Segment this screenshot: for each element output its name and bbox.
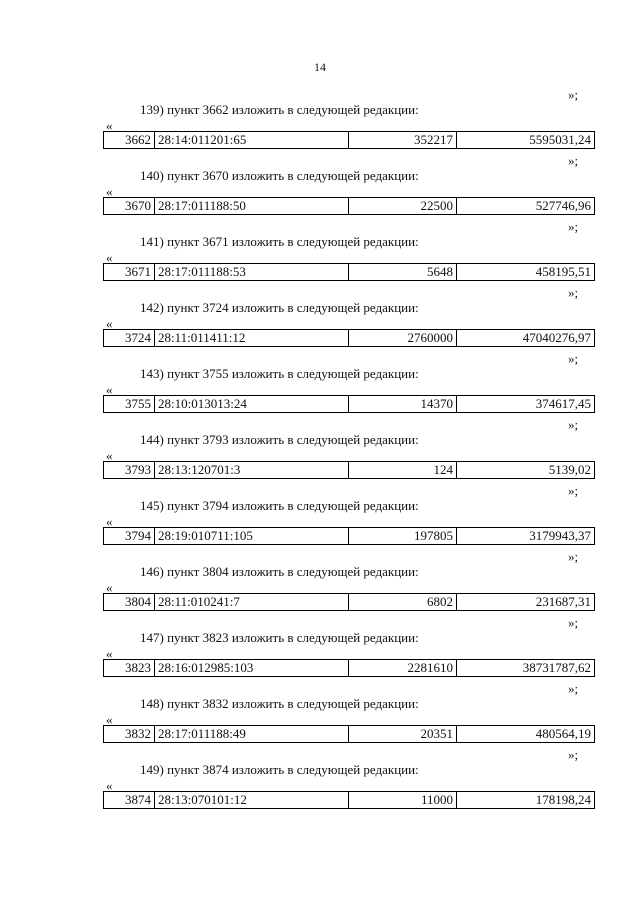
item-number-cell: 3793 <box>104 462 155 479</box>
table-row <box>104 792 595 809</box>
item-number-cell: 3671 <box>104 264 155 281</box>
value-cell: 3179943,37 <box>457 528 595 545</box>
amendment-entry <box>0 417 640 483</box>
closing-quote: »; <box>568 681 579 696</box>
record-table <box>103 395 595 413</box>
cadastral-number-cell: 28:14:011201:65 <box>155 132 349 149</box>
amendment-entry <box>0 483 640 549</box>
value-cell: 38731787,62 <box>457 660 595 677</box>
amendment-heading: 149) пункт 3874 изложить в следующей редакции: <box>140 762 419 777</box>
item-number-cell: 3662 <box>104 132 155 149</box>
item-number-cell: 3804 <box>104 594 155 611</box>
area-cell: 14370 <box>349 396 457 413</box>
cadastral-number-cell: 28:11:011411:12 <box>155 330 349 347</box>
value-cell: 458195,51 <box>457 264 595 281</box>
table-row <box>104 594 595 611</box>
amendment-entry <box>0 549 640 615</box>
area-cell: 352217 <box>349 132 457 149</box>
amendment-entry <box>0 747 640 813</box>
value-cell: 480564,19 <box>457 726 595 743</box>
amendment-entry <box>0 153 640 219</box>
record-table <box>103 197 595 215</box>
amendment-heading: 139) пункт 3662 изложить в следующей редакции: <box>140 102 419 117</box>
table-row <box>104 726 595 743</box>
cadastral-number-cell: 28:10:013013:24 <box>155 396 349 413</box>
cadastral-number-cell: 28:13:070101:12 <box>155 792 349 809</box>
area-cell: 2281610 <box>349 660 457 677</box>
closing-quote: »; <box>568 87 579 102</box>
page-number: 14 <box>314 60 326 74</box>
item-number-cell: 3724 <box>104 330 155 347</box>
record-table <box>103 659 595 677</box>
closing-quote: »; <box>568 153 579 168</box>
opening-quote: « <box>106 580 113 595</box>
value-cell: 5139,02 <box>457 462 595 479</box>
record-table <box>103 329 595 347</box>
opening-quote: « <box>106 448 113 463</box>
table-row <box>104 462 595 479</box>
record-table <box>103 461 595 479</box>
value-cell: 47040276,97 <box>457 330 595 347</box>
item-number-cell: 3670 <box>104 198 155 215</box>
value-cell: 5595031,24 <box>457 132 595 149</box>
opening-quote: « <box>106 316 113 331</box>
area-cell: 197805 <box>349 528 457 545</box>
amendment-heading: 143) пункт 3755 изложить в следующей редакции: <box>140 366 419 381</box>
item-number-cell: 3794 <box>104 528 155 545</box>
value-cell: 527746,96 <box>457 198 595 215</box>
amendment-heading: 141) пункт 3671 изложить в следующей редакции: <box>140 234 419 249</box>
area-cell: 2760000 <box>349 330 457 347</box>
area-cell: 6802 <box>349 594 457 611</box>
closing-quote: »; <box>568 549 579 564</box>
opening-quote: « <box>106 712 113 727</box>
closing-quote: »; <box>568 615 579 630</box>
opening-quote: « <box>106 514 113 529</box>
amendment-entry <box>0 285 640 351</box>
record-table <box>103 725 595 743</box>
closing-quote: »; <box>568 747 579 762</box>
amendment-heading: 146) пункт 3804 изложить в следующей редакции: <box>140 564 419 579</box>
closing-quote: »; <box>568 219 579 234</box>
closing-quote: »; <box>568 285 579 300</box>
amendment-heading: 147) пункт 3823 изложить в следующей редакции: <box>140 630 419 645</box>
cadastral-number-cell: 28:13:120701:3 <box>155 462 349 479</box>
cadastral-number-cell: 28:16:012985:103 <box>155 660 349 677</box>
cadastral-number-cell: 28:17:011188:50 <box>155 198 349 215</box>
table-row <box>104 660 595 677</box>
item-number-cell: 3823 <box>104 660 155 677</box>
closing-quote: »; <box>568 351 579 366</box>
amendment-entry <box>0 615 640 681</box>
amendment-entry <box>0 681 640 747</box>
table-row <box>104 264 595 281</box>
amendment-entry <box>0 351 640 417</box>
closing-quote: »; <box>568 483 579 498</box>
opening-quote: « <box>106 184 113 199</box>
amendment-heading: 148) пункт 3832 изложить в следующей редакции: <box>140 696 419 711</box>
cadastral-number-cell: 28:17:011188:49 <box>155 726 349 743</box>
item-number-cell: 3755 <box>104 396 155 413</box>
record-table <box>103 263 595 281</box>
value-cell: 231687,31 <box>457 594 595 611</box>
amendment-entry <box>0 219 640 285</box>
amendment-heading: 142) пункт 3724 изложить в следующей редакции: <box>140 300 419 315</box>
area-cell: 5648 <box>349 264 457 281</box>
amendment-entry <box>0 87 640 153</box>
value-cell: 374617,45 <box>457 396 595 413</box>
amendment-heading: 145) пункт 3794 изложить в следующей редакции: <box>140 498 419 513</box>
cadastral-number-cell: 28:11:010241:7 <box>155 594 349 611</box>
record-table <box>103 791 595 809</box>
amendment-heading: 140) пункт 3670 изложить в следующей редакции: <box>140 168 419 183</box>
area-cell: 20351 <box>349 726 457 743</box>
record-table <box>103 527 595 545</box>
opening-quote: « <box>106 382 113 397</box>
table-row <box>104 330 595 347</box>
table-row <box>104 198 595 215</box>
closing-quote: »; <box>568 417 579 432</box>
area-cell: 11000 <box>349 792 457 809</box>
cadastral-number-cell: 28:17:011188:53 <box>155 264 349 281</box>
amendment-heading: 144) пункт 3793 изложить в следующей редакции: <box>140 432 419 447</box>
table-row <box>104 396 595 413</box>
opening-quote: « <box>106 118 113 133</box>
value-cell: 178198,24 <box>457 792 595 809</box>
record-table <box>103 131 595 149</box>
item-number-cell: 3874 <box>104 792 155 809</box>
item-number-cell: 3832 <box>104 726 155 743</box>
table-row <box>104 528 595 545</box>
opening-quote: « <box>106 250 113 265</box>
area-cell: 124 <box>349 462 457 479</box>
area-cell: 22500 <box>349 198 457 215</box>
table-row <box>104 132 595 149</box>
opening-quote: « <box>106 778 113 793</box>
record-table <box>103 593 595 611</box>
cadastral-number-cell: 28:19:010711:105 <box>155 528 349 545</box>
opening-quote: « <box>106 646 113 661</box>
